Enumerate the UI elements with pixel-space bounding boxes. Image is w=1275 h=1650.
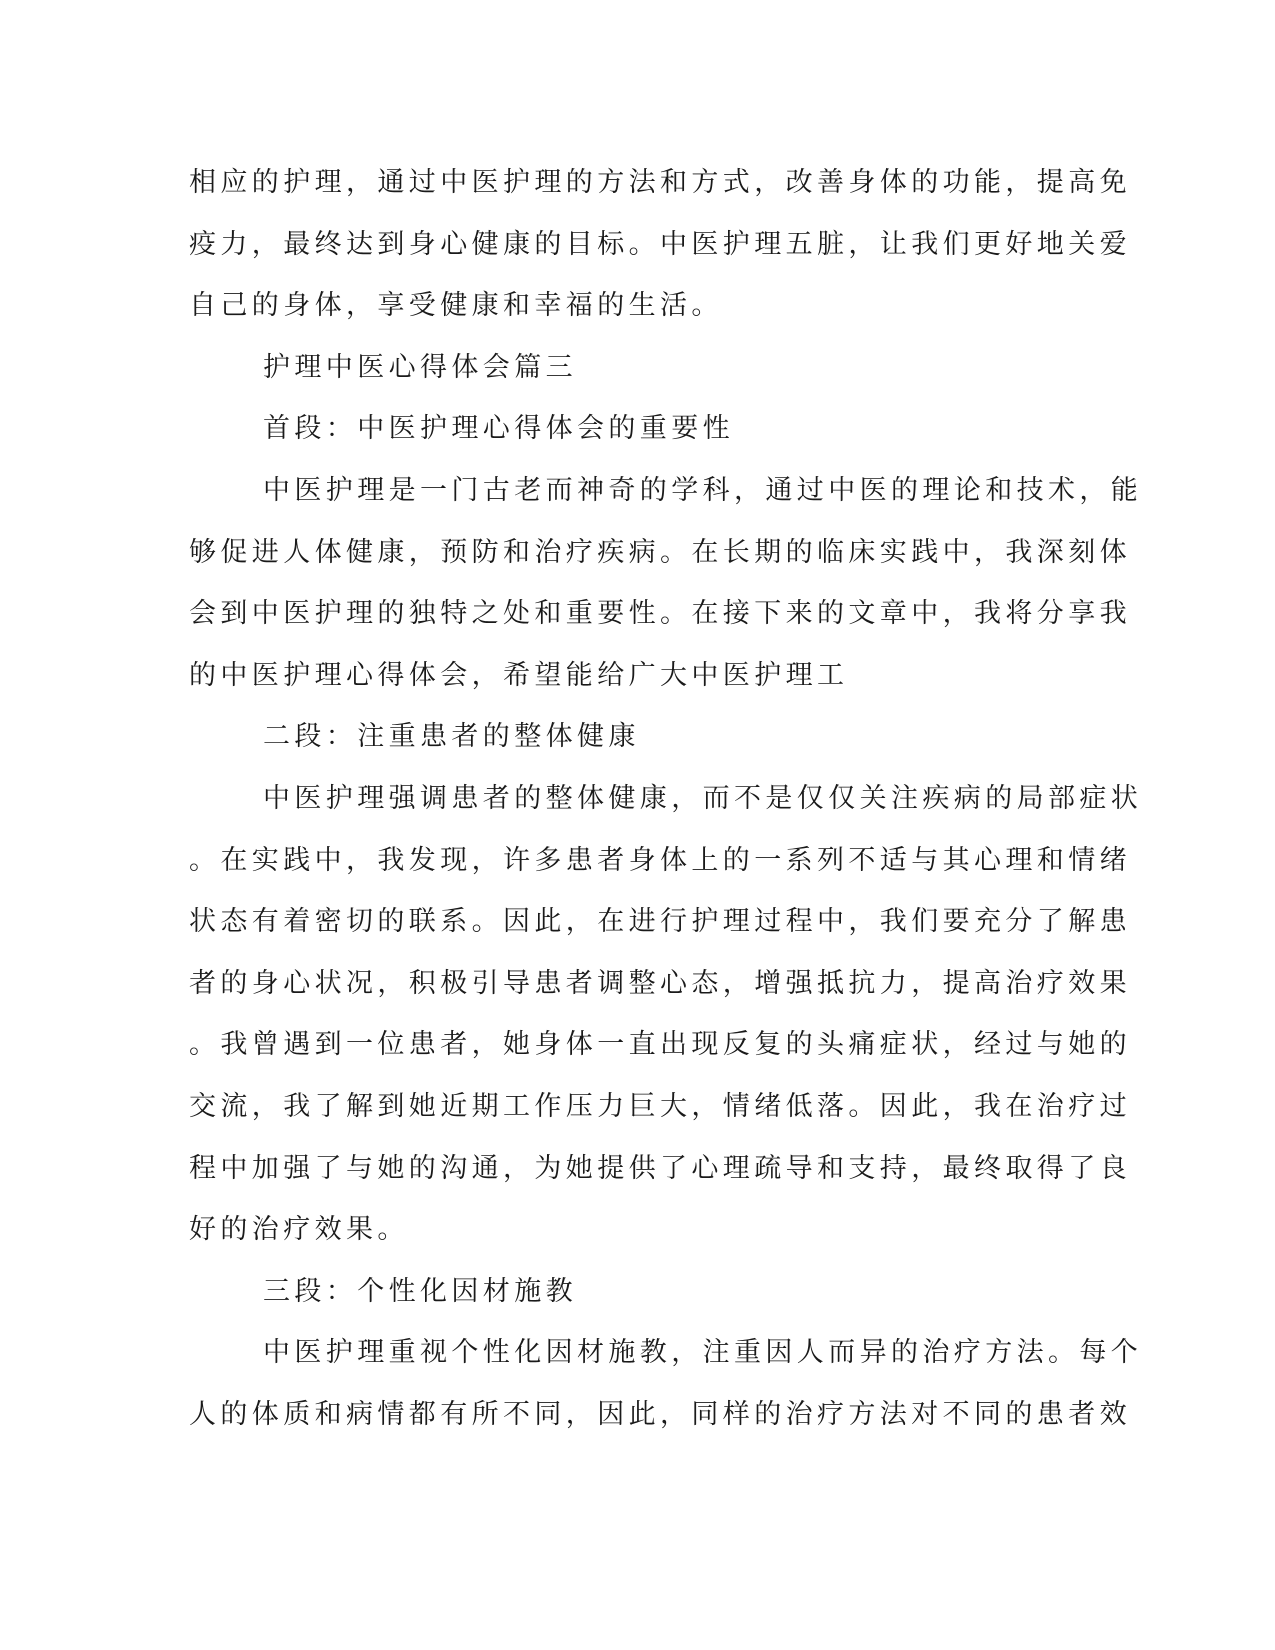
text-line: 者的身心状况，积极引导患者调整心态，增强抵抗力，提高治疗效果: [189, 967, 1131, 999]
paragraph-first-line: 中医护理重视个性化因材施教，注重因人而异的治疗方法。每个: [263, 1337, 1143, 1369]
section-heading: 三段：个性化因材施教: [263, 1275, 577, 1307]
text-line: 自己的身体，享受健康和幸福的生活。: [189, 290, 723, 322]
text-line: 。我曾遇到一位患者，她身体一直出现反复的头痛症状，经过与她的: [189, 1029, 1131, 1061]
text-line: 会到中医护理的独特之处和重要性。在接下来的文章中，我将分享我: [189, 598, 1131, 630]
text-line: 。在实践中，我发现，许多患者身体上的一系列不适与其心理和情绪: [189, 844, 1131, 876]
paragraph-first-line: 中医护理强调患者的整体健康，而不是仅仅关注疾病的局部症状: [263, 782, 1143, 814]
text-line: 好的治疗效果。: [189, 1214, 409, 1246]
text-line: 程中加强了与她的沟通，为她提供了心理疏导和支持，最终取得了良: [189, 1152, 1131, 1184]
text-line: 状态有着密切的联系。因此，在进行护理过程中，我们要充分了解患: [189, 906, 1131, 938]
text-line: 相应的护理，通过中医护理的方法和方式，改善身体的功能，提高免: [189, 167, 1131, 198]
text-line: 的中医护理心得体会，希望能给广大中医护理工: [189, 659, 849, 691]
text-line: 疫力，最终达到身心健康的目标。中医护理五脏，让我们更好地关爱: [189, 228, 1131, 260]
text-line: 人的体质和病情都有所不同，因此，同样的治疗方法对不同的患者效: [189, 1398, 1131, 1430]
paragraph-first-line: 中医护理是一门古老而神奇的学科，通过中医的理论和技术，能: [263, 474, 1143, 506]
section-title: 护理中医心得体会篇三: [263, 351, 577, 383]
section-heading: 二段：注重患者的整体健康: [263, 721, 640, 753]
document-body: [189, 152, 1143, 1445]
text-line: 够促进人体健康，预防和治疗疾病。在长期的临床实践中，我深刻体: [189, 536, 1131, 568]
section-heading: 首段：中医护理心得体会的重要性: [263, 413, 734, 445]
text-line: 交流，我了解到她近期工作压力巨大，情绪低落。因此，我在治疗过: [189, 1090, 1131, 1122]
